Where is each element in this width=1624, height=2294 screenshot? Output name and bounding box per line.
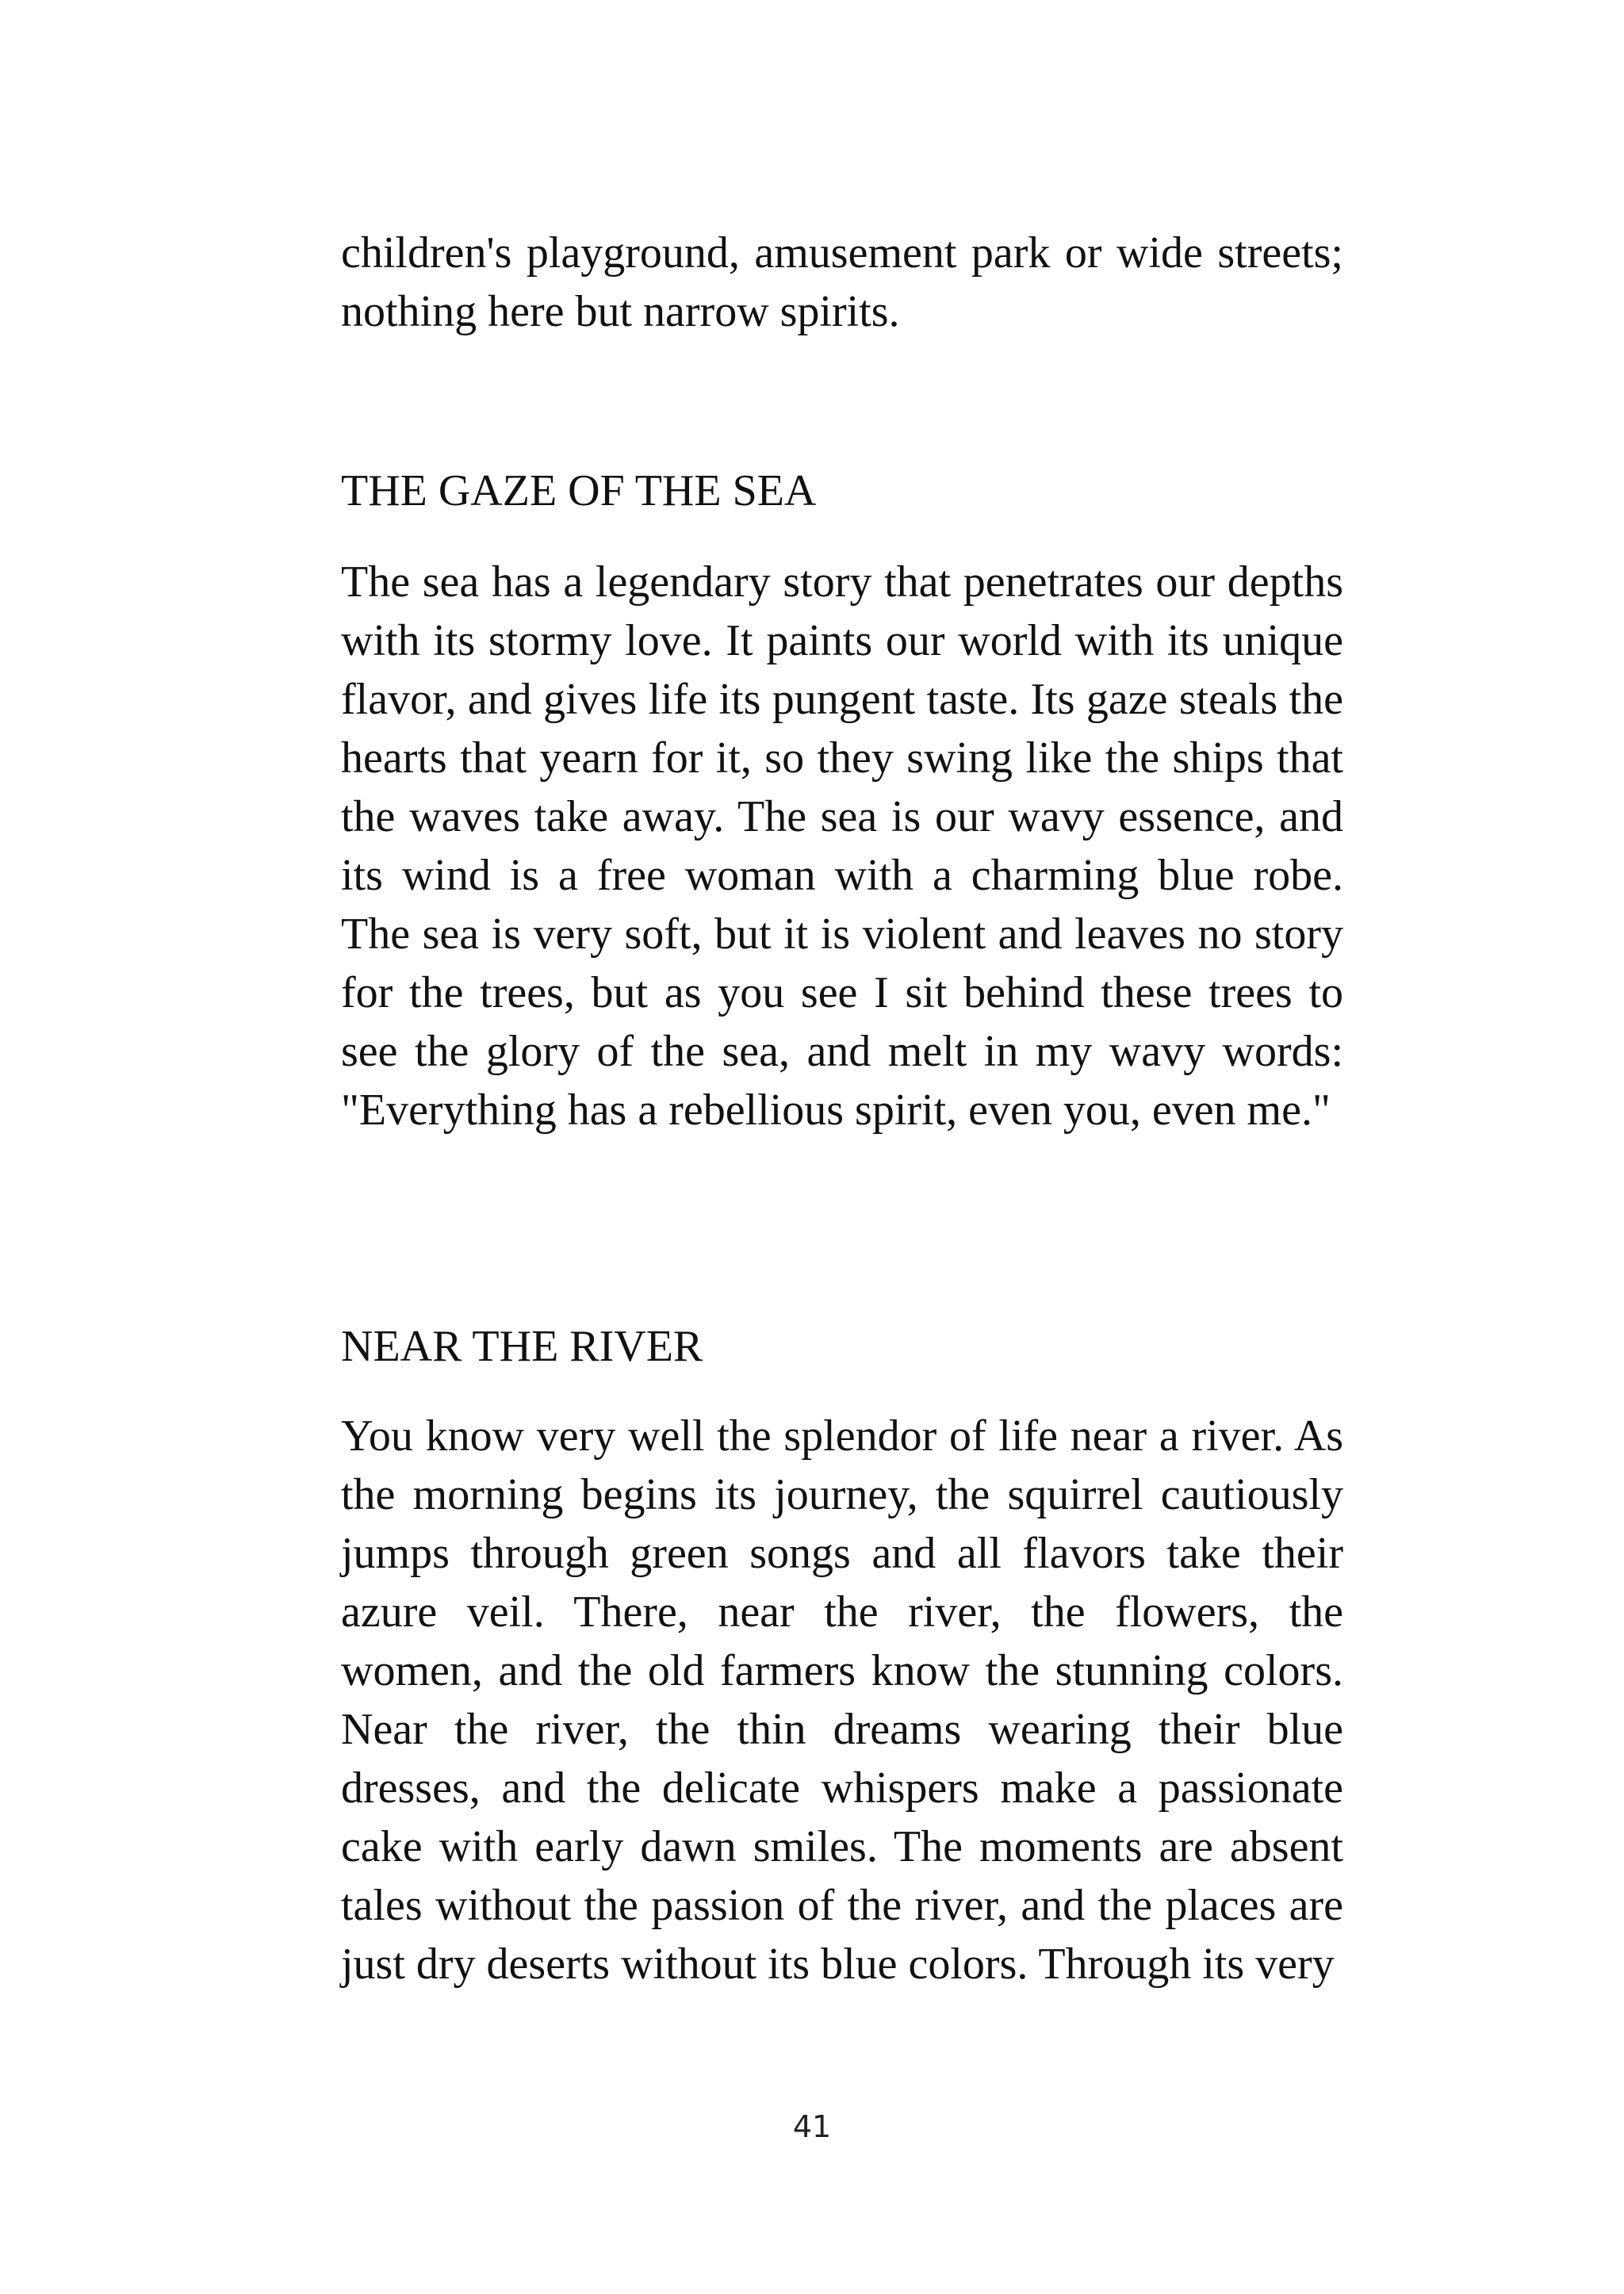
section-body-near-the-river: You know very well the splendor of life near a river. As the morning begins its journey, the squirrel cautiously jumps through green songs and all flavors take their azure veil. There, near the river, the flowers, the women, and the old farmers know the stunning colors. Near the river, the thin dreams wearing their blue dresses, and the delicate whispers make a passionate cake with early dawn smiles. The moments are absent tales without the passion of the river, and the places are just dry deserts without its blue colors. Through its very [341,1411,1343,1989]
section-heading-gaze-of-the-sea: THE GAZE OF THE SEA [341,466,817,515]
page-number: 41 [792,2109,832,2144]
section-body-gaze-of-the-sea: The sea has a legendary story that penetrates our depths with its stormy love. It paints our world with its unique flavor, and gives life its pungent taste. Its gaze steals the hearts that yearn for it, so they swing like the ships that the waves take away. The sea is our wavy essence, and its wind is a free woman with a charming blue robe. The sea is very soft, but it is violent and leaves no story for the trees, but as you see I sit behind these trees to see the glory of the sea, and melt in my wavy words: "Everything has a rebellious spirit, even you, even me." [341,557,1343,1135]
continued-paragraph: children's playground, amusement park or wide streets; nothing here but narrow spirits. [341,228,1343,336]
section-heading-near-the-river: NEAR THE RIVER [341,1322,703,1371]
